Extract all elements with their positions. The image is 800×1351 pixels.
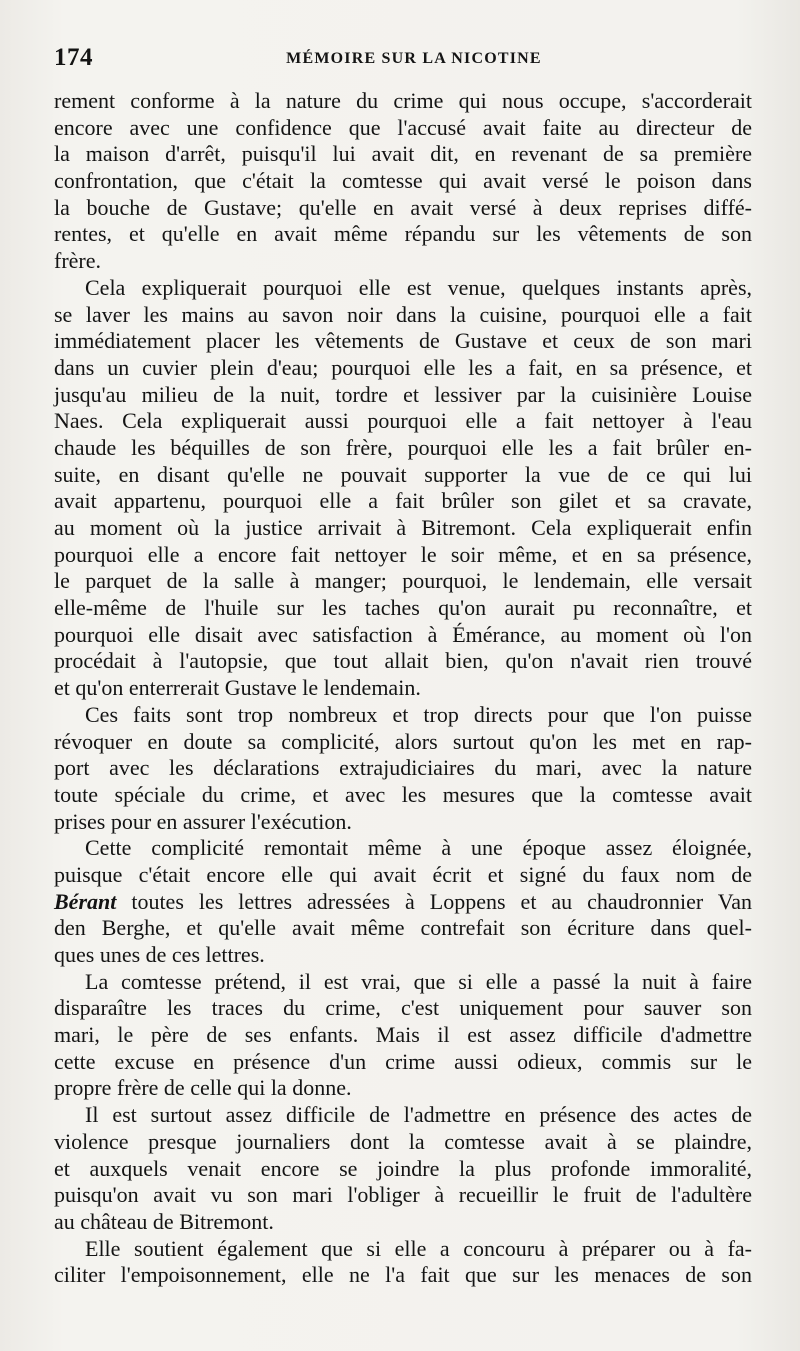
page-header <box>54 44 754 74</box>
text-segment: toutes les lettres adressées à Loppens et au chaudronnier Van <box>116 888 752 914</box>
text-line: puisque c'était encore elle qui avait écrit et signé du faux nom de <box>54 861 752 887</box>
text-line: frère. <box>54 248 102 274</box>
text-line: au château de Bitremont. <box>54 1208 274 1234</box>
text-line: Il est surtout assez difficile de l'admettre en présence des actes de <box>85 1102 752 1128</box>
text-line: Elle soutient également que si elle a concouru à préparer ou à fa- <box>85 1235 752 1261</box>
text-line <box>54 889 752 916</box>
text-line: Cette complicité remontait même à une époque assez éloignée, <box>85 835 752 861</box>
text-line: Ces faits sont trop nombreux et trop directs pour que l'on puisse <box>85 701 752 727</box>
text-line: ques unes de ces lettres. <box>54 942 265 967</box>
text-line: suite, en disant qu'elle ne pouvait supporter la vue de ce qui lui <box>54 461 752 487</box>
text-line: den Berghe, et qu'elle avait même contrefait son écriture dans quel- <box>54 915 752 941</box>
text-line: encore avec une confidence que l'accusé avait faite au directeur de <box>54 114 752 140</box>
text-line: dans un cuvier plein d'eau; pourquoi elle les a fait, en sa présence, et <box>54 354 752 380</box>
text-line: violence presque journaliers dont la comtesse avait à se plaindre, <box>54 1128 752 1154</box>
text-line: elle-même de l'huile sur les taches qu'on aurait pu reconnaître, et <box>54 595 752 621</box>
text-line: au moment où la justice arrivait à Bitremont. Cela expliquerait enfin <box>54 515 752 540</box>
text-line: toute spéciale du crime, et avec les mesures que la comtesse avait <box>54 781 752 807</box>
text-line: prises pour en assurer l'exécution. <box>54 808 352 834</box>
text-line: révoquer en doute sa complicité, alors surtout qu'on les met en rap- <box>54 728 752 754</box>
text-line: disparaître les traces du crime, c'est uniquement pour sauver son <box>54 995 752 1021</box>
italic-name: Bérant <box>54 888 117 914</box>
text-line: confrontation, que c'était la comtesse qui avait versé le poison dans <box>54 168 752 194</box>
text-line: mari, le père de ses enfants. Mais il est assez difficile d'admettre <box>54 1022 752 1048</box>
text-line: cette excuse en présence d'un crime aussi odieux, commis sur le <box>54 1048 752 1074</box>
text-line: le parquet de la salle à manger; pourquoi, le lendemain, elle versait <box>54 568 752 594</box>
text-line: rement conforme à la nature du crime qui nous occupe, s'accorderait <box>54 88 752 113</box>
text-line: chaude les béquilles de son frère, pourquoi elle les a fait brûler en- <box>54 434 752 460</box>
page-number: 174 <box>54 44 93 71</box>
text-line: procédait à l'autopsie, que tout allait bien, qu'on n'avait rien trouvé <box>54 648 752 674</box>
text-line: ciliter l'empoisonnement, elle ne l'a fait que sur les menaces de son <box>54 1262 752 1288</box>
text-line: pourquoi elle a encore fait nettoyer le soir même, et en sa présence, <box>54 541 752 567</box>
text-line: pourquoi elle disait avec satisfaction à Émérance, au moment où l'on <box>54 621 752 647</box>
text-line: propre frère de celle qui la donne. <box>54 1075 352 1101</box>
text-line: puisqu'on avait vu son mari l'obliger à recueillir le fruit de l'adultère <box>54 1182 752 1208</box>
running-title: MÉMOIRE SUR LA NICOTINE <box>286 50 542 67</box>
text-line: Cela expliquerait pourquoi elle est venue, quelques instants après, <box>85 274 752 300</box>
text-line: se laver les mains au savon noir dans la cuisine, pourquoi elle a fait <box>54 301 752 327</box>
text-line: jusqu'au milieu de la nuit, tordre et lessiver par la cuisinière Louise <box>54 381 752 407</box>
text-line: immédiatement placer les vêtements de Gustave et ceux de son mari <box>54 328 752 354</box>
text-line: avait appartenu, pourquoi elle a fait brûler son gilet et sa cravate, <box>54 488 752 514</box>
text-line: et auxquels venait encore se joindre la plus profonde immoralité, <box>54 1155 752 1181</box>
text-line: et qu'on enterrerait Gustave le lendemain. <box>54 675 421 701</box>
text-line: la bouche de Gustave; qu'elle en avait versé à deux reprises diffé- <box>54 194 752 220</box>
text-line: la maison d'arrêt, puisqu'il lui avait dit, en revenant de sa première <box>54 141 752 167</box>
text-line: rentes, et qu'elle en avait même répandu sur les vêtements de son <box>54 221 752 247</box>
body-text <box>54 88 752 1289</box>
text-line: port avec les déclarations extrajudiciaires du mari, avec la nature <box>54 755 752 781</box>
text-line: Naes. Cela expliquerait aussi pourquoi elle a fait nettoyer à l'eau <box>54 408 752 434</box>
text-line: La comtesse prétend, il est vrai, que si elle a passé la nuit à faire <box>85 968 752 994</box>
